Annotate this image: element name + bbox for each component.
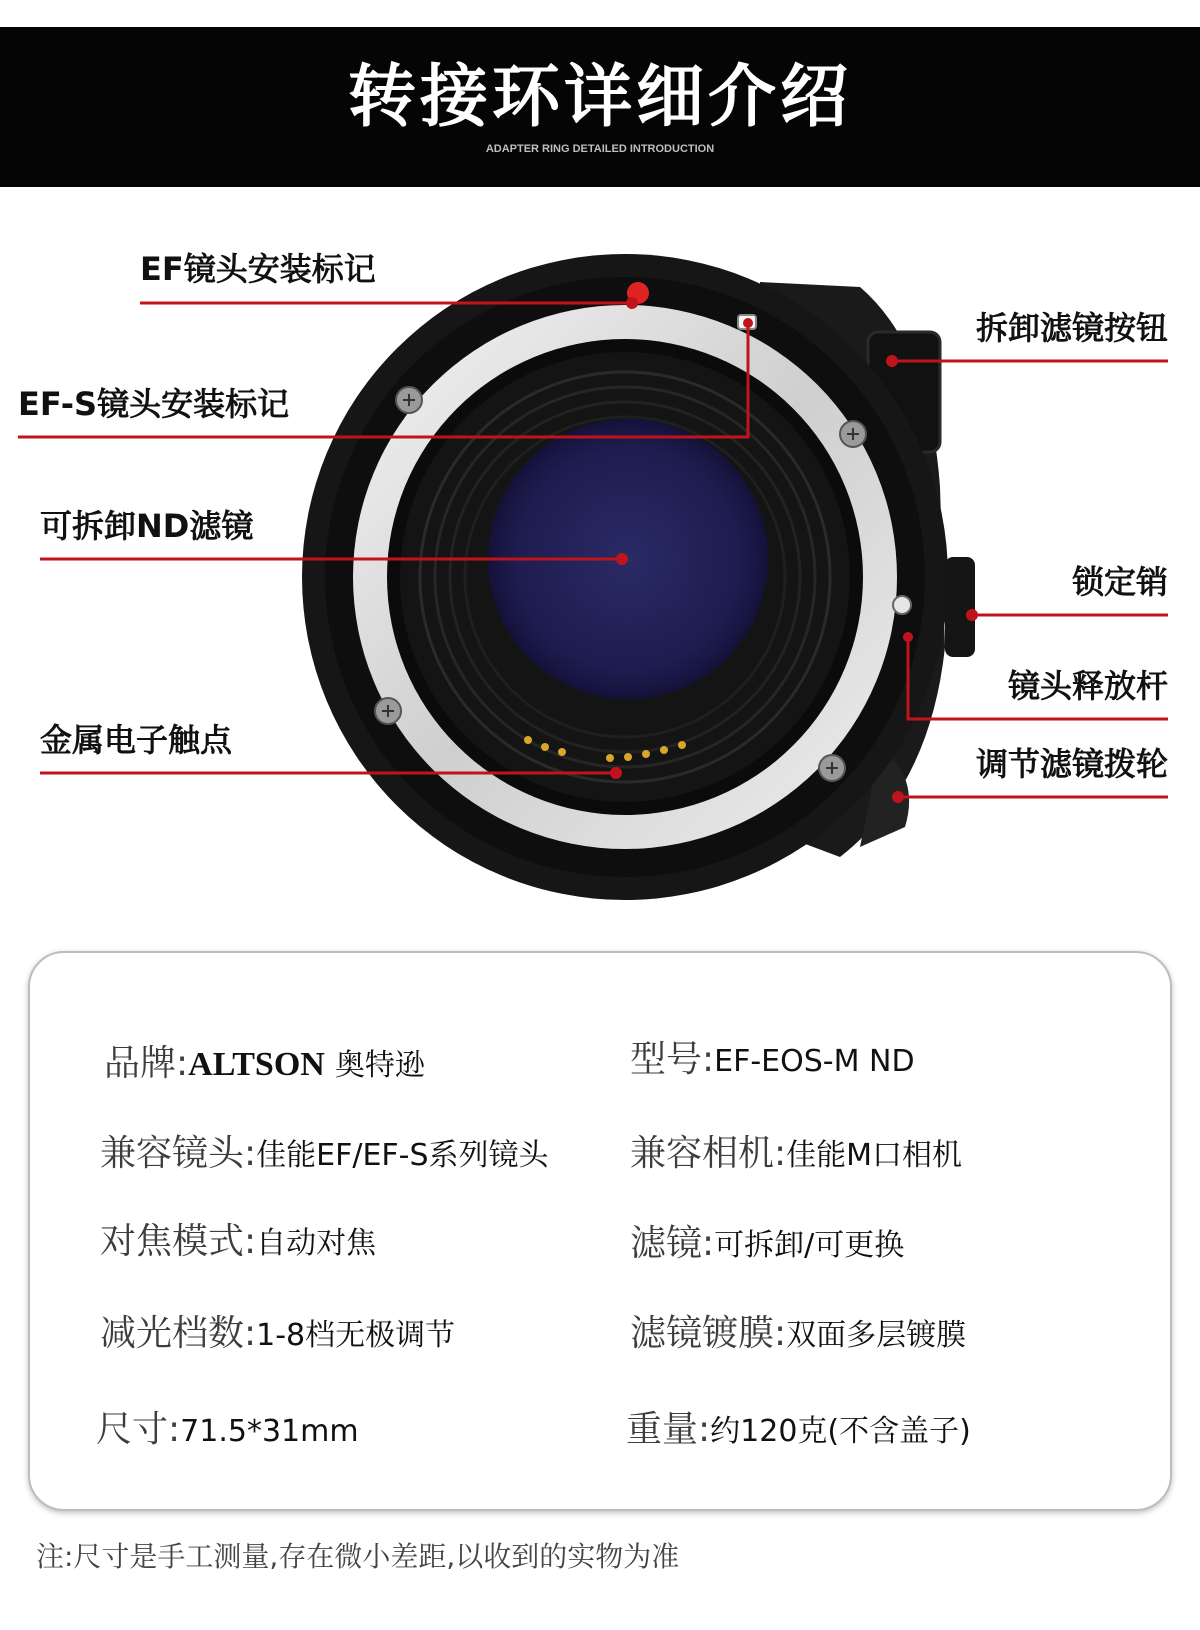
spec-size (96, 1401, 359, 1452)
spec-weight (626, 1401, 971, 1452)
callout-nd-filter: 可拆卸ND滤镜 (40, 507, 254, 545)
spec-camera-value: 佳能M口相机 (786, 1138, 963, 1173)
spec-size-value: 71.5*31mm (180, 1414, 359, 1449)
callout-release-lever: 镜头释放杆 (1007, 667, 1168, 705)
spec-filter (630, 1215, 904, 1266)
spec-weight-label: 重量: (626, 1409, 711, 1450)
spec-size-label: 尺寸: (96, 1409, 181, 1450)
footnote: 注:尺寸是手工测量,存在微小差距,以收到的实物为准 (36, 1540, 680, 1573)
spec-panel (28, 951, 1172, 1511)
spec-focus-label: 对焦模式: (100, 1221, 257, 1262)
callout-contacts: 金属电子触点 (40, 721, 233, 759)
callout-filter-wheel: 调节滤镜拨轮 (975, 745, 1168, 783)
spec-filter-value: 可拆卸/可更换 (714, 1228, 905, 1263)
spec-brand-value: ALTSON (188, 1046, 325, 1083)
spec-camera-label: 兼容相机: (630, 1133, 787, 1174)
spec-stops-label: 减光档数: (100, 1313, 257, 1354)
adapter-illustration (0, 187, 1200, 927)
lock-pin (893, 596, 911, 614)
spec-coating-value: 双面多层镀膜 (786, 1318, 967, 1353)
spec-filter-label: 滤镜: (630, 1223, 715, 1264)
callout-lock-pin: 锁定销 (1071, 563, 1168, 601)
spec-model-label: 型号: (630, 1039, 715, 1080)
spec-model (630, 1031, 915, 1082)
callout-ef-mark: EF镜头安装标记 (140, 250, 376, 288)
spec-brand-label: 品牌: (104, 1043, 189, 1084)
spec-camera (630, 1125, 962, 1176)
spec-brand-cn: 奥特逊 (334, 1048, 425, 1083)
callout-efs-mark: EF-S镜头安装标记 (18, 385, 290, 423)
page-subtitle: ADAPTER RING DETAILED INTRODUCTION (485, 143, 715, 155)
spec-lens-label: 兼容镜头: (100, 1133, 257, 1174)
header-banner (0, 27, 1200, 187)
spec-lens-value: 佳能EF/EF-S系列镜头 (256, 1138, 549, 1173)
spec-lens (100, 1125, 549, 1176)
spec-stops-value: 1-8档无极调节 (256, 1318, 456, 1353)
spec-coating-label: 滤镜镀膜: (630, 1313, 787, 1354)
spec-stops (100, 1305, 455, 1356)
spec-model-value: EF-EOS-M ND (714, 1044, 915, 1079)
spec-weight-value: 约120克(不含盖子) (710, 1414, 971, 1449)
spec-brand (104, 1035, 425, 1086)
spec-focus-value: 自动对焦 (256, 1226, 377, 1261)
spec-focus (100, 1213, 376, 1264)
spec-coating (630, 1305, 966, 1356)
callout-filter-button: 拆卸滤镜按钮 (975, 309, 1168, 347)
adapter-diagram (0, 187, 1200, 927)
page-title: 转接环详细介绍 (347, 58, 852, 137)
